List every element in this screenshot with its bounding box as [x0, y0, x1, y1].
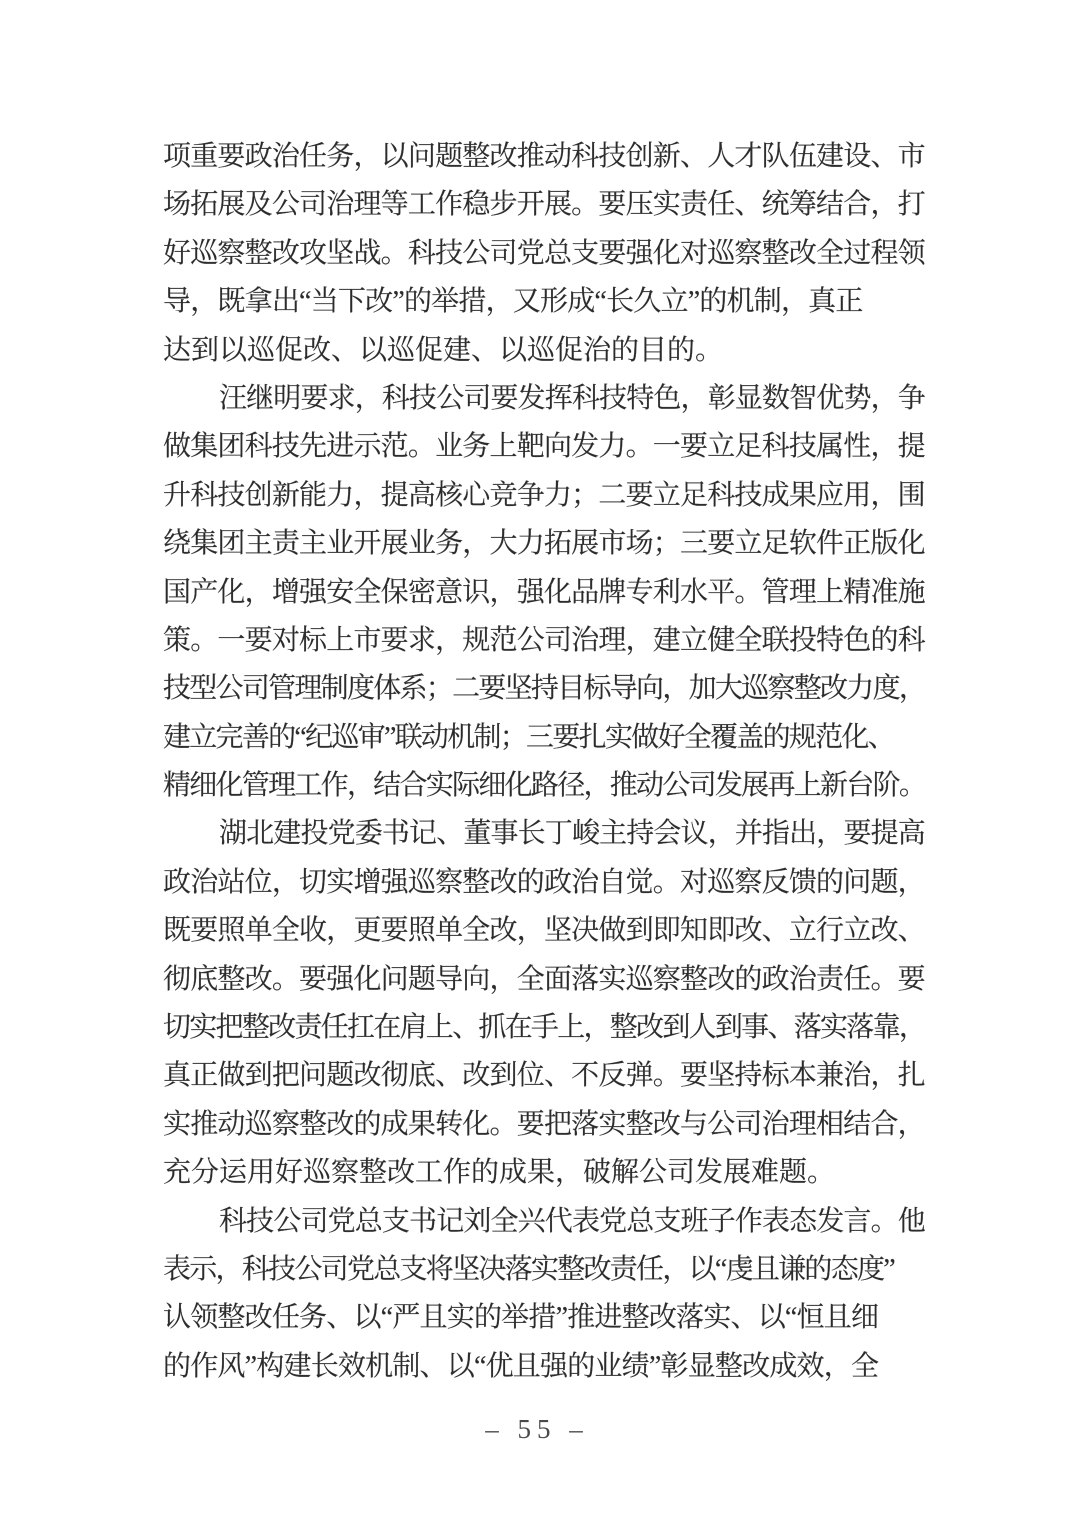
text-line: 场拓展及公司治理等工作稳步开展。要压实责任、统筹结合，打 [163, 189, 925, 221]
document-body [163, 133, 925, 1391]
text-line: 项重要政治任务，以问题整改推动科技创新、人才队伍建设、市 [163, 141, 925, 172]
text-line: 认领整改任务、以“严且实的举措”推进整改落实、以“恒且细 [163, 1302, 879, 1334]
text-line: 汪继明要求，科技公司要发挥科技特色，彰显数智优势，争 [219, 382, 925, 414]
text-line: 湖北建投党委书记、董事长丁峻主持会议，并指出，要提高 [219, 818, 925, 850]
text-line: 技型公司管理制度体系；二要坚持目标导向，加大巡察整改力度， [163, 673, 926, 705]
text-line: 好巡察整改攻坚战。科技公司党总支要强化对巡察整改全过程领 [163, 237, 925, 269]
text-line: 导，既拿出“当下改”的举措，又形成“长久立”的机制，真正 [163, 286, 863, 318]
text-line: 政治站位，切实增强巡察整改的政治自觉。对巡察反馈的问题， [163, 866, 925, 898]
text-line: 国产化，增强安全保密意识，强化品牌专利水平。管理上精准施 [163, 576, 925, 608]
text-line: 切实把整改责任扛在肩上、抓在手上，整改到人到事、落实落靠， [163, 1012, 926, 1044]
text-line: 策。一要对标上市要求，规范公司治理，建立健全联投特色的科 [163, 624, 925, 656]
text-line: 升科技创新能力，提高核心竞争力；二要立足科技成果应用，围 [163, 479, 925, 511]
text-line: 的作风”构建长效机制、以“优且强的业绩”彰显整改成效，全 [163, 1350, 879, 1382]
page-number: – 55 – [485, 1414, 589, 1444]
text-line: 做集团科技先进示范。业务上靶向发力。一要立足科技属性，提 [163, 431, 925, 463]
text-line: 实推动巡察整改的成果转化。要把落实整改与公司治理相结合， [163, 1108, 925, 1140]
text-line: 真正做到把问题改彻底、改到位、不反弹。要坚持标本兼治，扎 [163, 1060, 925, 1092]
text-line: 绕集团主责主业开展业务，大力拓展市场；三要立足软件正版化 [163, 528, 925, 560]
text-line: 充分运用好巡察整改工作的成果，破解公司发展难题。 [163, 1157, 836, 1189]
text-line: 表示，科技公司党总支将坚决落实整改责任，以“虔且谦的态度” [163, 1253, 894, 1285]
text-line: 达到以巡促改、以巡促建、以巡促治的目的。 [163, 334, 724, 366]
text-line: 既要照单全收，更要照单全改，坚决做到即知即改、立行立改、 [163, 915, 925, 947]
text-line: 建立完善的“纪巡审”联动机制；三要扎实做好全覆盖的规范化、 [163, 721, 894, 753]
text-line: 彻底整改。要强化问题导向，全面落实巡察整改的政治责任。要 [163, 963, 925, 995]
text-line: 精细化管理工作，结合实际细化路径，推动公司发展再上新台阶。 [163, 770, 926, 802]
text-line: 科技公司党总支书记刘全兴代表党总支班子作表态发言。他 [219, 1205, 925, 1237]
